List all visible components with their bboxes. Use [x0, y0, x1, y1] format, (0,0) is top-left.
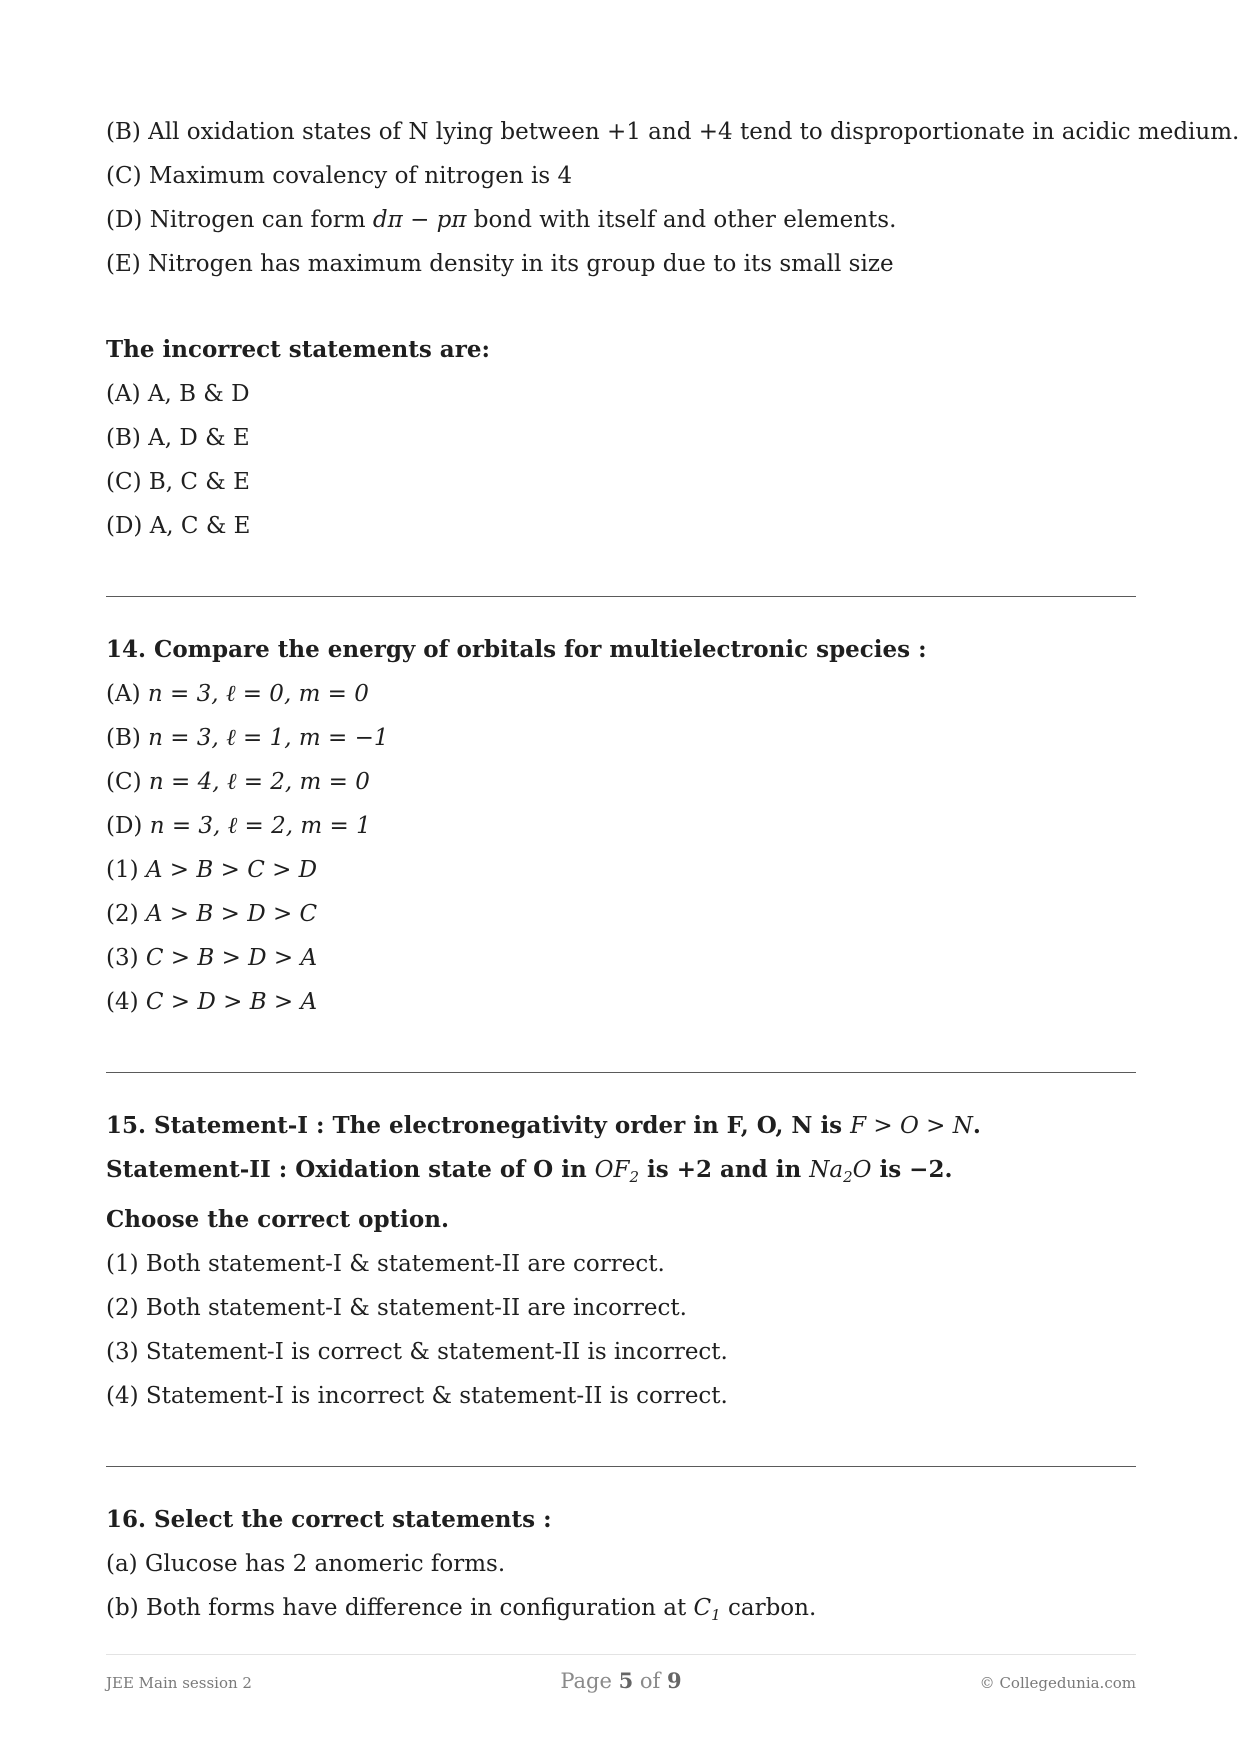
q14-item-c: [106, 767, 1136, 797]
divider: [106, 1466, 1136, 1467]
q13-statement-e: (E) Nitrogen has maximum density in its group due to its small size: [106, 251, 894, 277]
q15-statement-2-math-of2: [594, 1157, 640, 1186]
page-footer: [106, 1668, 1136, 1704]
q15-statement-1-math: F > O > N: [850, 1113, 973, 1139]
q15-na2o-sub: 2: [843, 1168, 853, 1186]
page-word: Page: [560, 1669, 619, 1693]
q15-na2o-base: Na: [809, 1157, 844, 1183]
q13-option-c: (C) B, C & E: [106, 469, 250, 495]
q14-option-2-label: (2): [106, 901, 146, 927]
q15-option-1: (1) Both statement-I & statement-II are correct.: [106, 1251, 665, 1277]
q15-prompt: Choose the correct option.: [106, 1206, 449, 1233]
q16-statement-b-tail: carbon.: [720, 1595, 817, 1621]
q15-statement-2-tail: is −2.: [871, 1156, 953, 1183]
q15-of2-base: OF: [594, 1157, 630, 1183]
q13-statement-d-text: (D) Nitrogen can form: [106, 207, 373, 233]
q13-statement-d: [106, 205, 1136, 235]
q16-statement-b-math: [693, 1595, 721, 1624]
q14-item-c-label: (C): [106, 769, 149, 795]
q14-item-d: [106, 811, 1136, 841]
q14-item-a-expr: n = 3, ℓ = 0, m = 0: [147, 681, 369, 707]
q14-option-4-expr: C > D > B > A: [145, 989, 318, 1015]
q13-statement-d-tail: bond with itself and other elements.: [466, 207, 897, 233]
q16-statement-a: (a) Glucose has 2 anomeric forms.: [106, 1551, 506, 1577]
q13-prompt: The incorrect statements are:: [106, 336, 490, 363]
page-of: of: [633, 1669, 668, 1693]
q13-statement-d-math: dπ − pπ: [372, 207, 467, 233]
q13-statement-c: (C) Maximum covalency of nitrogen is 4: [106, 163, 573, 189]
q16-c-sub: 1: [711, 1606, 721, 1624]
q14-item-d-expr: n = 3, ℓ = 2, m = 1: [149, 813, 371, 839]
q16-c-base: C: [693, 1595, 712, 1621]
q15-statement-2: [106, 1155, 1136, 1185]
q15-option-4: (4) Statement-I is incorrect & statement-II is correct.: [106, 1383, 728, 1409]
q14-item-b: [106, 723, 1136, 753]
q13-option-a: (A) A, B & D: [106, 381, 250, 407]
q15-option-2: (2) Both statement-I & statement-II are incorrect.: [106, 1295, 687, 1321]
q14-title: 14. Compare the energy of orbitals for multielectronic species :: [106, 636, 927, 663]
q15-statement-2-math-na2o: [809, 1157, 872, 1186]
q14-item-a-label: (A): [106, 681, 148, 707]
q14-option-3: [106, 943, 1136, 973]
page-total: 9: [667, 1668, 682, 1693]
divider: [106, 596, 1136, 597]
q14-option-1-label: (1): [106, 857, 146, 883]
q14-option-3-expr: C > B > D > A: [145, 945, 318, 971]
q14-option-1-expr: A > B > C > D: [145, 857, 318, 883]
footer-copyright: © Collegedunia.com: [979, 1674, 1136, 1692]
q15-statement-1: [106, 1111, 1136, 1141]
q15-statement-1-text: 15. Statement-I : The electronegativity order in F, O, N is: [106, 1112, 851, 1139]
q15-na2o-o: O: [852, 1157, 872, 1183]
q15-option-3: (3) Statement-I is correct & statement-II is incorrect.: [106, 1339, 728, 1365]
page-number: 5: [618, 1668, 634, 1693]
footer-divider: [106, 1654, 1136, 1655]
q13-option-d: (D) A, C & E: [106, 513, 251, 539]
q14-item-b-expr: n = 3, ℓ = 1, m = −1: [148, 725, 389, 751]
q16-statement-b: [106, 1593, 1136, 1623]
q14-option-4-label: (4): [106, 989, 146, 1015]
page-content: [106, 117, 1240, 1637]
q14-option-2: [106, 899, 1136, 929]
q14-item-b-label: (B): [106, 725, 149, 751]
q14-option-4: [106, 987, 1136, 1017]
q15-statement-1-tail: .: [972, 1112, 981, 1139]
q14-item-c-expr: n = 4, ℓ = 2, m = 0: [148, 769, 370, 795]
q14-option-3-label: (3): [106, 945, 146, 971]
q16-statement-b-text: (b) Both forms have difference in configuration at: [106, 1595, 694, 1621]
q16-title: 16. Select the correct statements :: [106, 1506, 552, 1533]
q14-option-2-expr: A > B > D > C: [145, 901, 318, 927]
q14-option-1: [106, 855, 1136, 885]
q14-item-a: [106, 679, 1136, 709]
q14-item-d-label: (D): [106, 813, 150, 839]
q15-statement-2-text: Statement-II : Oxidation state of O in: [106, 1156, 595, 1183]
q13-statement-b: (B) All oxidation states of N lying between +1 and +4 tend to disproportionate in acidic medium.: [106, 119, 1240, 145]
q13-option-b: (B) A, D & E: [106, 425, 250, 451]
q15-of2-sub: 2: [629, 1168, 640, 1186]
footer-exam-name: JEE Main session 2: [106, 1674, 252, 1692]
q15-statement-2-mid: is +2 and in: [639, 1156, 810, 1183]
divider: [106, 1072, 1136, 1073]
